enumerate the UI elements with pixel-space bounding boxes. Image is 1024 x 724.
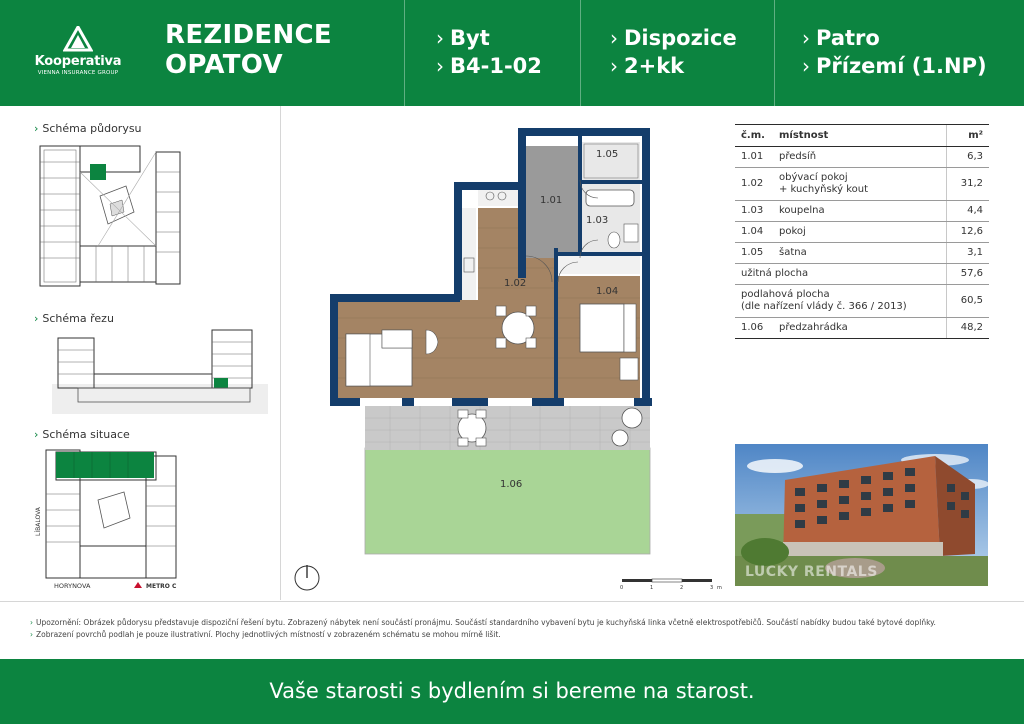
floor-label: Patro bbox=[816, 26, 880, 50]
layout-value: 2+kk bbox=[624, 54, 685, 78]
cell-room: užitná plocha bbox=[735, 264, 946, 285]
cell-room bbox=[735, 285, 946, 318]
cell-room: koupelna bbox=[773, 201, 946, 222]
cell-area: 60,5 bbox=[946, 285, 989, 318]
kitchen-unit bbox=[462, 208, 476, 300]
floorplan-schema-image[interactable] bbox=[38, 142, 184, 292]
table-row bbox=[735, 222, 989, 243]
table-row bbox=[735, 147, 989, 168]
terrace-table-icon bbox=[458, 410, 486, 446]
floor-value: Přízemí (1.NP) bbox=[816, 54, 987, 78]
table-row bbox=[735, 318, 989, 339]
cell-room bbox=[773, 168, 946, 201]
wardrobe bbox=[558, 256, 640, 274]
cell-area: 12,6 bbox=[946, 222, 989, 243]
chevron-right-icon: › bbox=[436, 54, 444, 78]
footer-bar bbox=[0, 659, 1024, 724]
chevron-right-icon: › bbox=[34, 428, 39, 441]
header-divider bbox=[580, 0, 581, 106]
header-divider bbox=[404, 0, 405, 106]
cell-room: předsíň bbox=[773, 147, 946, 168]
schema-floorplan-label: › Schéma půdorysu bbox=[34, 122, 142, 135]
chevron-right-icon: › bbox=[802, 54, 810, 78]
layout-info bbox=[610, 24, 737, 80]
scale-unit: m bbox=[717, 585, 722, 591]
kitchen-counter bbox=[478, 188, 524, 206]
cell-number: 1.02 bbox=[735, 168, 773, 201]
cell-number: 1.06 bbox=[735, 318, 773, 339]
window-openings bbox=[360, 398, 634, 406]
scale-tick-3: 3 bbox=[710, 585, 714, 591]
chevron-right-icon: › bbox=[802, 26, 810, 50]
flat-label: Byt bbox=[450, 26, 490, 50]
scale-bar bbox=[620, 577, 724, 591]
schema-situation-label: › Schéma situace bbox=[34, 428, 130, 441]
col-header-area: m² bbox=[946, 125, 989, 147]
dining-table-icon bbox=[496, 306, 536, 348]
north-arrow-icon bbox=[292, 563, 322, 593]
cell-number: 1.03 bbox=[735, 201, 773, 222]
section-schema-image[interactable] bbox=[52, 326, 268, 416]
cell-area: 57,6 bbox=[946, 264, 989, 285]
room-label-102: 1.02 bbox=[504, 278, 527, 289]
bathtub-icon bbox=[586, 190, 634, 206]
room-label-104: 1.04 bbox=[596, 286, 619, 297]
brand-name: Kooperativa bbox=[34, 54, 122, 69]
col-header-room: místnost bbox=[773, 125, 946, 147]
footer-slogan: Vaše starosti s bydlením si bereme na starost. bbox=[269, 679, 755, 703]
street-horynova: HORYNOVA bbox=[54, 582, 91, 590]
toilet-icon bbox=[608, 232, 620, 248]
chevron-right-icon: › bbox=[436, 26, 444, 50]
cell-area: 3,1 bbox=[946, 243, 989, 264]
layout-label: Dispozice bbox=[624, 26, 737, 50]
chevron-right-icon: › bbox=[30, 630, 33, 639]
project-title-line1: REZIDENCE bbox=[165, 20, 332, 50]
project-title bbox=[165, 20, 332, 80]
brand-logo[interactable] bbox=[30, 26, 126, 76]
closet-floor bbox=[580, 142, 640, 182]
header-bar bbox=[0, 0, 1024, 106]
room-label-103: 1.03 bbox=[586, 215, 609, 226]
cell-area: 31,2 bbox=[946, 168, 989, 201]
scale-tick-1: 1 bbox=[650, 585, 654, 591]
chevron-right-icon: › bbox=[610, 54, 618, 78]
cell-area: 48,2 bbox=[946, 318, 989, 339]
floor-plan[interactable] bbox=[330, 128, 652, 558]
washbasin-icon bbox=[624, 224, 638, 242]
cell-number: 1.01 bbox=[735, 147, 773, 168]
project-title-line2: OPATOV bbox=[165, 50, 283, 80]
flat-info bbox=[436, 24, 542, 80]
schema-section-label: › Schéma řezu bbox=[34, 312, 114, 325]
cell-room-line2: (dle nařízení vlády č. 366 / 2013) bbox=[741, 301, 907, 312]
cell-room: pokoj bbox=[773, 222, 946, 243]
cell-number: 1.05 bbox=[735, 243, 773, 264]
metro-label: METRO C bbox=[146, 583, 177, 590]
table-row bbox=[735, 243, 989, 264]
table-row bbox=[735, 264, 989, 285]
floor-info bbox=[802, 24, 987, 80]
cell-number: 1.04 bbox=[735, 222, 773, 243]
chevron-right-icon: › bbox=[30, 618, 33, 627]
kooperativa-logo-icon bbox=[63, 26, 93, 52]
garden-area bbox=[365, 448, 650, 554]
chevron-right-icon: › bbox=[610, 26, 618, 50]
flat-value: B4-1-02 bbox=[450, 54, 542, 78]
table-row bbox=[735, 201, 989, 222]
notice-line-2: › Zobrazení povrchů podlah je pouze ilustrativní. Plochy jednotlivých místností v zobrazeném schématu se mohou mírně lišit. bbox=[30, 630, 501, 639]
notes-divider bbox=[0, 601, 1024, 602]
cell-area: 6,3 bbox=[946, 147, 989, 168]
chevron-right-icon: › bbox=[34, 122, 39, 135]
room-label-106: 1.06 bbox=[500, 479, 523, 490]
room-label-105: 1.05 bbox=[596, 149, 619, 160]
watermark-text: LUCKY RENTALS bbox=[745, 564, 878, 580]
scale-tick-0: 0 bbox=[620, 585, 624, 591]
table-row bbox=[735, 168, 989, 201]
cell-room: šatna bbox=[773, 243, 946, 264]
col-header-number: č.m. bbox=[735, 125, 773, 147]
header-divider bbox=[774, 0, 775, 106]
scale-tick-2: 2 bbox=[680, 585, 684, 591]
room-label-101: 1.01 bbox=[540, 195, 563, 206]
table-header-row bbox=[735, 125, 989, 147]
table-row bbox=[735, 285, 989, 318]
street-libalova: LÍBALOVA bbox=[35, 507, 42, 536]
cell-room: předzahrádka bbox=[773, 318, 946, 339]
cell-room-line2: + kuchyňský kout bbox=[779, 184, 869, 195]
cell-room-line1: obývací pokoj bbox=[779, 172, 848, 183]
brand-subtitle: VIENNA INSURANCE GROUP bbox=[37, 70, 119, 76]
cell-area: 4,4 bbox=[946, 201, 989, 222]
cell-room-line1: podlahová plocha bbox=[741, 289, 830, 300]
chevron-right-icon: › bbox=[34, 312, 39, 325]
situation-schema-image[interactable] bbox=[34, 446, 184, 596]
terrace-area bbox=[365, 406, 650, 450]
rooms-table bbox=[735, 124, 989, 339]
notice-line-1: › Upozornění: Obrázek půdorysu představuje dispoziční řešení bytu. Zobrazený nábytek není součástí pronájmu. Součástí standardního vybavení bytu je kuchyňská linka včetně elektrospotřebičů. Součástí nabídky budou také bytové doplňky. bbox=[30, 618, 936, 627]
coffee-table-icon bbox=[382, 330, 412, 348]
